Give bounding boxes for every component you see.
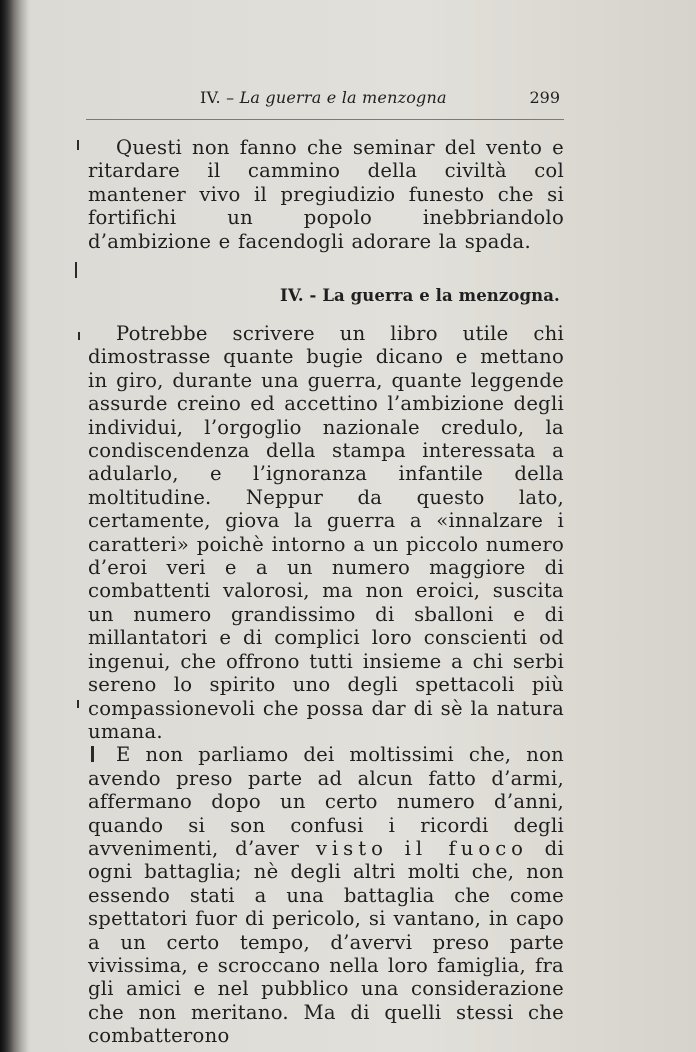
page-number: 299	[529, 88, 560, 107]
paragraph-1: Questi non fanno che seminar del vento e ritardare il cammino della civiltà col mantener vivo il pregiudizio funesto che si fortifichi un popolo inebbriandolo d’ambizione e facendogli adorare la spada.	[88, 136, 564, 253]
binding-shadow	[0, 0, 30, 1052]
running-head-dash: –	[226, 88, 240, 107]
running-head-text: La guerra e la menzogna	[239, 88, 447, 107]
margin-mark	[75, 262, 77, 278]
paragraph-3-end: di ogni battaglia; nè degli altri molti che, non essendo stati a una battaglia che come spettatori fuor di pericolo, si vantano, in capo a un certo tempo, d’avervi preso parte vivissima, e scroccano nella loro famiglia, fra gli amici e nel pubblico una considerazione che non meritano. Ma di quelli stessi che combatterono	[88, 836, 564, 1048]
spaced-words-il-fuoco: il fuoco	[404, 836, 528, 860]
margin-mark	[77, 140, 79, 150]
header-rule	[86, 119, 564, 120]
running-head-chapter: IV.	[200, 88, 221, 107]
margin-mark	[78, 332, 80, 340]
margin-mark	[91, 746, 94, 762]
section-heading: IV. - La guerra e la menzogna.	[280, 286, 560, 305]
paragraph-3	[88, 743, 564, 1047]
running-head	[88, 86, 564, 110]
running-head-title	[200, 88, 447, 107]
text-block-main	[88, 322, 564, 1048]
margin-mark	[77, 700, 79, 708]
paragraph-2: Potrebbe scrivere un libro utile chi dimostrasse quante bugie dicano e mettano in giro, durante una guerra, quante leggende assurde creino ed accettino l’ambizione degli individui, l’orgoglio nazionale credulo, la condiscendenza della stampa interessata a adularlo, e l’ignoranza infantile della moltitudine. Neppur da questo lato, certamente, giova la guerra a «innalzare i caratteri» poichè intorno a un piccolo numero d’eroi veri e a un numero maggiore di combattenti valorosi, ma non eroici, suscita un numero grandissimo di sballoni e di millantatori e di complici loro conscienti od ingenui, che offrono tutti insieme a chi serbi sereno lo spirito uno degli spettacoli più compassionevoli che possa dar di sè la natura umana.	[88, 322, 564, 743]
text-block-top	[88, 136, 564, 253]
paragraph-3-start: E non parliamo dei moltissimi che, non avendo preso parte ad alcun fatto d’armi, affermano dopo un certo numero d’anni, quando si son confusi i ricordi degli avvenimenti, d’aver	[88, 743, 564, 860]
spaced-word-visto: visto	[315, 836, 388, 860]
